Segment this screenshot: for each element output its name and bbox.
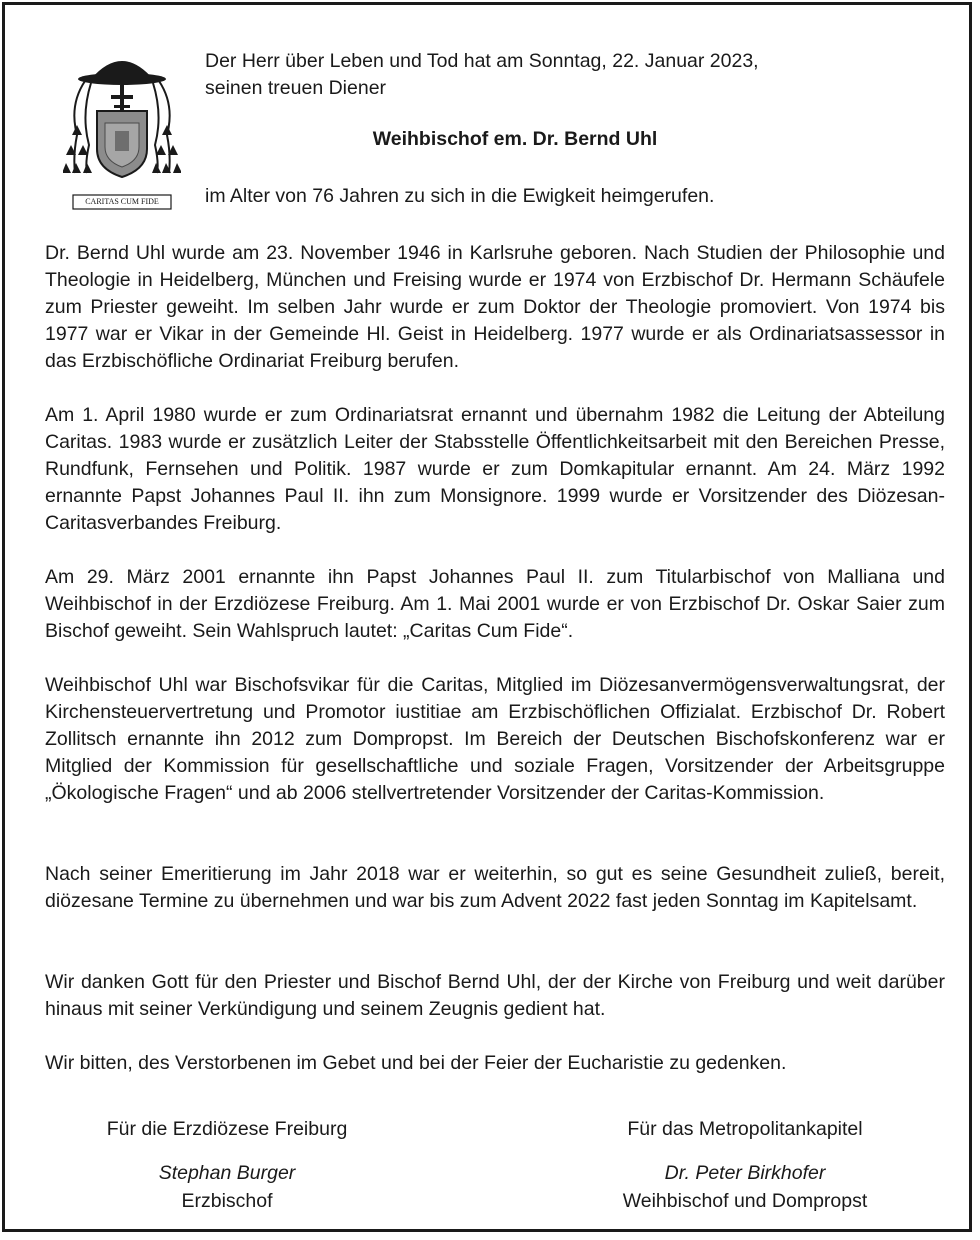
signature-block-chapter xyxy=(565,1115,925,1215)
biography-paragraph-4: Weihbischof Uhl war Bischofsvikar für die Caritas, Mitglied im Diözesanvermögensverwaltungsrat, der Kirchensteuervertretung und Promotor iustitiae am Erzbischöflichen Offizialat. Erzbischof Dr. Robert Zollitsch ernannte ihn 2012 zum Dompropst. Im Bereich der Deutschen Bischofskonferenz war er Mitglied der Kommission für gesellschaftliche und soziale Fragen, Vorsitzender der Arbeitsgruppe „Ökologische Fragen“ und ab 2006 stellvertretender Vorsitzender der Caritas-Kommission. xyxy=(45,674,945,804)
biography-paragraph-1: Dr. Bernd Uhl wurde am 23. November 1946 in Karlsruhe geboren. Nach Studien der Philosophie und Theologie in Heidelberg, München und Freising wurde er 1974 von Erzbischof Dr. Hermann Schäufele zum Priester geweiht. Im selben Jahr wurde er zum Doktor der Theologie promoviert. Von 1974 bis 1977 war er Vikar in der Gemeinde Hl. Geist in Heidelberg. 1977 wurde er als Ordinariatsassessor in das Erzbischöfliche Ordinariat Freiburg berufen. xyxy=(45,242,945,372)
signature-office: Erzbischof xyxy=(181,1190,273,1212)
episcopal-coat-of-arms-icon xyxy=(63,45,181,213)
thanksgiving-paragraph: Wir danken Gott für den Priester und Bischof Bernd Uhl, der der Kirche von Freiburg und weit darüber hinaus mit seiner Verkündigung und seinem Zeugnis gedient hat. xyxy=(45,971,945,1020)
intro-line-2: seinen treuen Diener xyxy=(205,77,387,99)
intro-line-3: im Alter von 76 Jahren zu sich in die Ewigkeit heimgerufen. xyxy=(205,185,715,207)
announcement-intro xyxy=(205,48,759,102)
biography-paragraph-2: Am 1. April 1980 wurde er zum Ordinariatsrat ernannt und übernahm 1982 die Leitung der Abteilung Caritas. 1983 wurde er zusätzlich Leiter der Stabsstelle Öffentlichkeitsarbeit mit den Bereichen Presse, Rundfunk, Fernsehen und Politik. 1987 wurde er zum Domkapitular ernannt. Am 24. März 1992 ernannte Papst Johannes Paul II. ihn zum Monsignore. 1999 wurde er Vorsitzender des Diözesan-Caritasverbandes Freiburg. xyxy=(45,404,945,534)
signature-office: Weihbischof und Dompropst xyxy=(622,1190,868,1212)
biography-paragraph-5: Nach seiner Emeritierung im Jahr 2018 war er weiterhin, so gut es seine Gesundheit zuließ, bereit, diözesane Termine zu übernehmen und war bis zum Advent 2022 fast jeden Sonntag im Kapitelsamt. xyxy=(45,863,945,912)
intro-line-1: Der Herr über Leben und Tod hat am Sonntag, 22. Januar 2023, xyxy=(205,50,759,72)
biography-paragraph-3: Am 29. März 2001 ernannte ihn Papst Johannes Paul II. zum Titularbischof von Malliana und Weihbischof in der Erzdiözese Freiburg. Am 1. Mai 2001 wurde er von Erzbischof Dr. Oskar Saier zum Bischof geweiht. Sein Wahlspruch lautet: „Caritas Cum Fide“. xyxy=(45,566,945,642)
crest-motto: CARITAS CUM FIDE xyxy=(85,197,159,206)
signature-org: Für die Erzdiözese Freiburg xyxy=(106,1118,348,1140)
prayer-request-paragraph: Wir bitten, des Verstorbenen im Gebet und bei der Feier der Eucharistie zu gedenken. xyxy=(45,1052,787,1074)
signature-org: Für das Metropolitankapitel xyxy=(627,1118,863,1140)
obituary-notice xyxy=(2,2,972,1232)
deceased-name: Weihbischof em. Dr. Bernd Uhl xyxy=(372,128,658,150)
signature-block-archdiocese xyxy=(67,1115,387,1215)
signature-person: Stephan Burger xyxy=(158,1162,296,1184)
signature-person: Dr. Peter Birkhofer xyxy=(664,1162,826,1184)
